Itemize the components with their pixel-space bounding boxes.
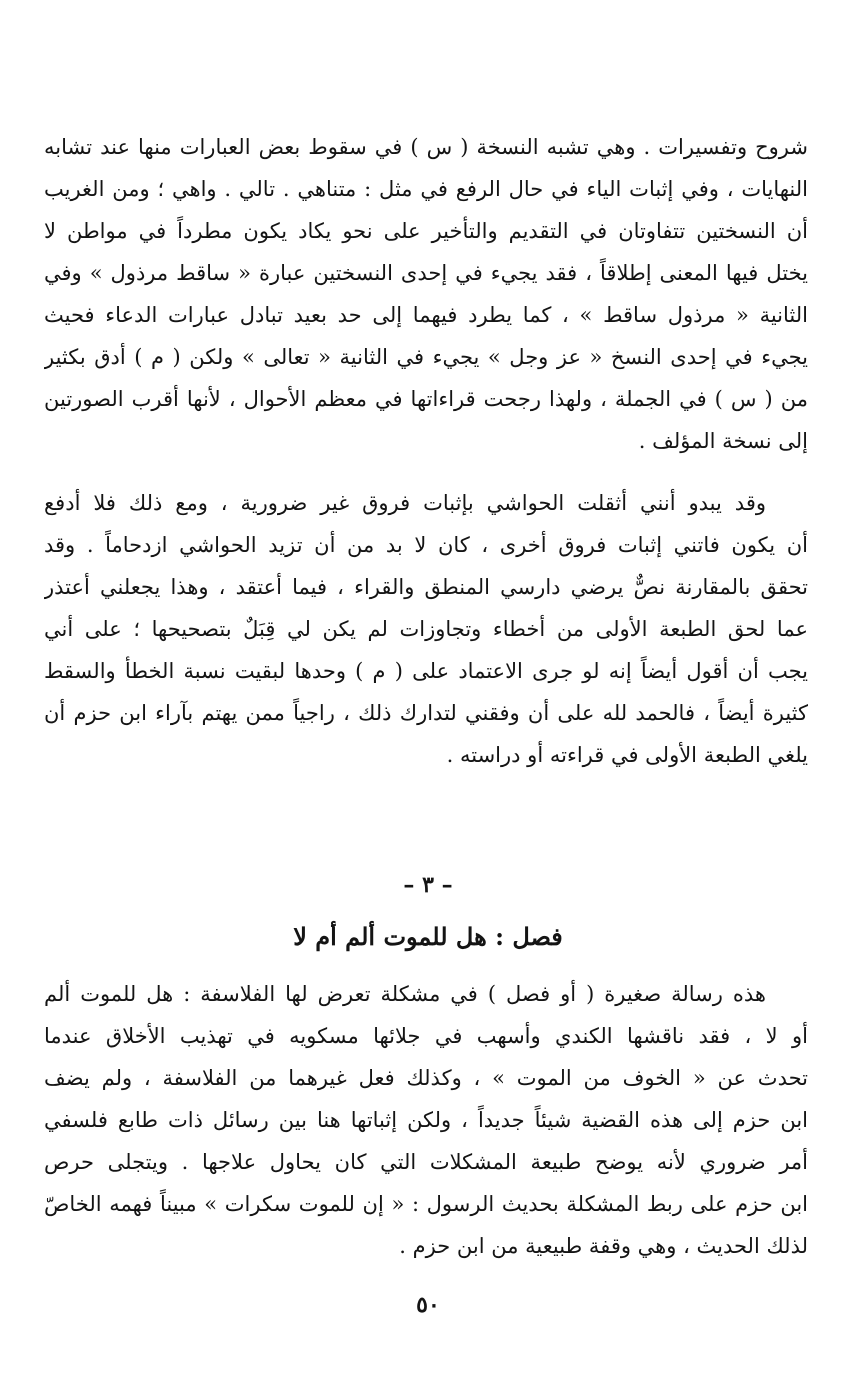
paragraph-3-line-4: ابن حزم إلى هذه القضية شيئاً جديداً ، ولكن إثباتها هنا بين رسائل ذات طابع فلسفي bbox=[44, 1108, 808, 1132]
paragraph-1-line-7: من ( س ) في الجملة ، ولهذا رجحت قراءاتها في معظم الأحوال ، لأنها أقرب الصورتين bbox=[44, 387, 808, 411]
page-number: ٥٠ bbox=[416, 1292, 440, 1318]
paragraph-2-line-6: كثيرة أيضاً ، فالحمد لله على أن وفقني لتدارك ذلك ، راجياً ممن يهتم بآراء ابن حزم أن bbox=[44, 701, 808, 725]
paragraph-3-line-2: أو لا ، فقد ناقشها الكندي وأسهب في جلائها مسكويه في تهذيب الأخلاق عندما bbox=[44, 1024, 808, 1048]
paragraph-1-line-4: يختل فيها المعنى إطلاقاً ، فقد يجيء في إحدى النسختين عبارة « ساقط مرذول » وفي bbox=[44, 261, 808, 285]
section-number: – ٣ – bbox=[403, 872, 453, 898]
paragraph-2-line-3: تحقق بالمقارنة نصٌّ يرضي دارسي المنطق والقراء ، فيما أعتقد ، وهذا يجعلني أعتذر bbox=[44, 575, 808, 599]
paragraph-1-line-2: النهايات ، وفي إثبات الياء في حال الرفع في مثل : متناهي . تالي . واهي ؛ ومن الغريب bbox=[44, 177, 808, 201]
paragraph-3-line-6: ابن حزم على ربط المشكلة بحديث الرسول : « إن للموت سكرات » مبيناً فهمه الخاصّ bbox=[44, 1192, 808, 1216]
paragraph-2-line-7: يلغي الطبعة الأولى في قراءته أو دراسته . bbox=[446, 743, 808, 767]
paragraph-2-line-5: يجب أن أقول أيضاً إنه لو جرى الاعتماد على ( م ) وحدها لبقيت نسبة الخطأ والسقط bbox=[44, 659, 808, 683]
paragraph-1-line-3: أن النسختين تتفاوتان في التقديم والتأخير على نحو يكاد يكون مطرداً في مواطن لا bbox=[44, 219, 808, 243]
paragraph-2-line-1: وقد يبدو أنني أثقلت الحواشي بإثبات فروق غير ضرورية ، ومع ذلك فلا أدفع bbox=[44, 491, 766, 515]
paragraph-2-line-4: عما لحق الطبعة الأولى من أخطاء وتجاوزات لم يكن لي قِبَلٌ بتصحيحها ؛ على أني bbox=[44, 617, 808, 641]
paragraph-1-line-1: شروح وتفسيرات . وهي تشبه النسخة ( س ) في سقوط بعض العبارات منها عند تشابه bbox=[44, 135, 808, 159]
paragraph-1-line-5: الثانية « مرذول ساقط » ، كما يطرد فيهما إلى حد بعيد تبادل عبارات الدعاء فحيث bbox=[44, 303, 808, 327]
paragraph-3-line-7: لذلك الحديث ، وهي وقفة طبيعية من ابن حزم . bbox=[399, 1234, 808, 1258]
section-title: فصل : هل للموت ألم أم لا bbox=[293, 922, 563, 951]
paragraph-3-line-1: هذه رسالة صغيرة ( أو فصل ) في مشكلة تعرض لها الفلاسفة : هل للموت ألم bbox=[44, 982, 766, 1006]
paragraph-2-line-2: أن يكون فاتني إثبات فروق أخرى ، كان لا بد من أن تزيد الحواشي ازدحاماً . وقد bbox=[44, 533, 808, 557]
paragraph-3-line-5: أمر ضروري لأنه يوضح طبيعة المشكلات التي كان يحاول علاجها . ويتجلى حرص bbox=[44, 1150, 808, 1174]
paragraph-1-line-6: يجيء في إحدى النسخ « عز وجل » يجيء في الثانية « تعالى » ولكن ( م ) أدق بكثير bbox=[44, 345, 808, 369]
paragraph-1-line-8: إلى نسخة المؤلف . bbox=[638, 429, 808, 453]
paragraph-3-line-3: تحدث عن « الخوف من الموت » ، وكذلك فعل غيرهما من الفلاسفة ، ولم يضف bbox=[44, 1066, 808, 1090]
